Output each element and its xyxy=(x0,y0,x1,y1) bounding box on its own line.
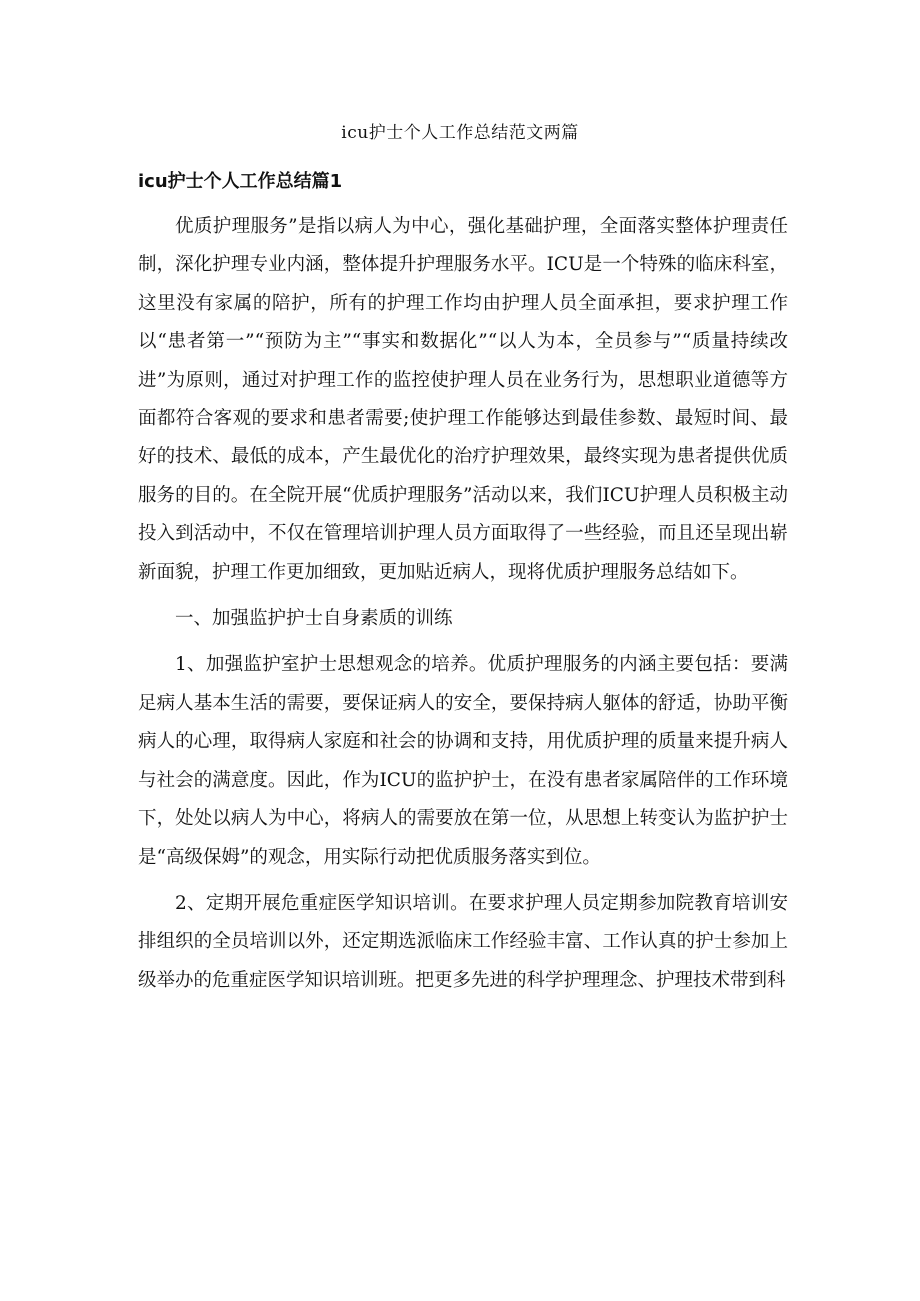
paragraph-intro: 优质护理服务”是指以病人为中心，强化基础护理，全面落实整体护理责任制，深化护理专业内涵，整体提升护理服务水平。ICU是一个特殊的临床科室，这里没有家属的陪护，所有的护理工作均由护理人员全面承担，要求护理工作以“患者第一”“预防为主”“事实和数据化”“以人为本，全员参与”“质量持续改进”为原则，通过对护理工作的监控使护理人员在业务行为，思想职业道德等方面都符合客观的要求和患者需要;使护理工作能够达到最佳参数、最短时间、最好的技术、最低的成本，产生最优化的治疗护理效果，最终实现为患者提供优质服务的目的。在全院开展“优质护理服务”活动以来，我们ICU护理人员积极主动投入到活动中，不仅在管理培训护理人员方面取得了一些经验，而且还呈现出崭新面貌，护理工作更加细致，更加贴近病人，现将优质护理服务总结如下。 xyxy=(138,216,788,583)
paragraph-item-1: 1、加强监护室护士思想观念的培养。优质护理服务的内涵主要包括：要满足病人基本生活的需要，要保证病人的安全，要保持病人躯体的舒适，协助平衡病人的心理，取得病人家庭和社会的协调和支持，用优质护理的质量来提升病人与社会的满意度。因此，作为ICU的监护护士，在没有患者家属陪伴的工作环境下，处处以病人为中心，将病人的需要放在第一位，从思想上转变认为监护护士是“高级保姆”的观念，用实际行动把优质服务落实到位。 xyxy=(138,654,788,868)
document-body xyxy=(138,208,788,1008)
paragraph-subheading: 一、加强监护护士自身素质的训练 xyxy=(175,608,453,630)
document-title: icu护士个人工作总结范文两篇 xyxy=(341,123,579,143)
paragraph-item-2: 2、定期开展危重症医学知识培训。在要求护理人员定期参加院教育培训安排组织的全员培训以外，还定期选派临床工作经验丰富、工作认真的护士参加上级举办的危重症医学知识培训班。把更多先进的科学护理理念、护理技术带到科 xyxy=(138,892,788,991)
section-heading: icu护士个人工作总结篇1 xyxy=(138,171,343,192)
